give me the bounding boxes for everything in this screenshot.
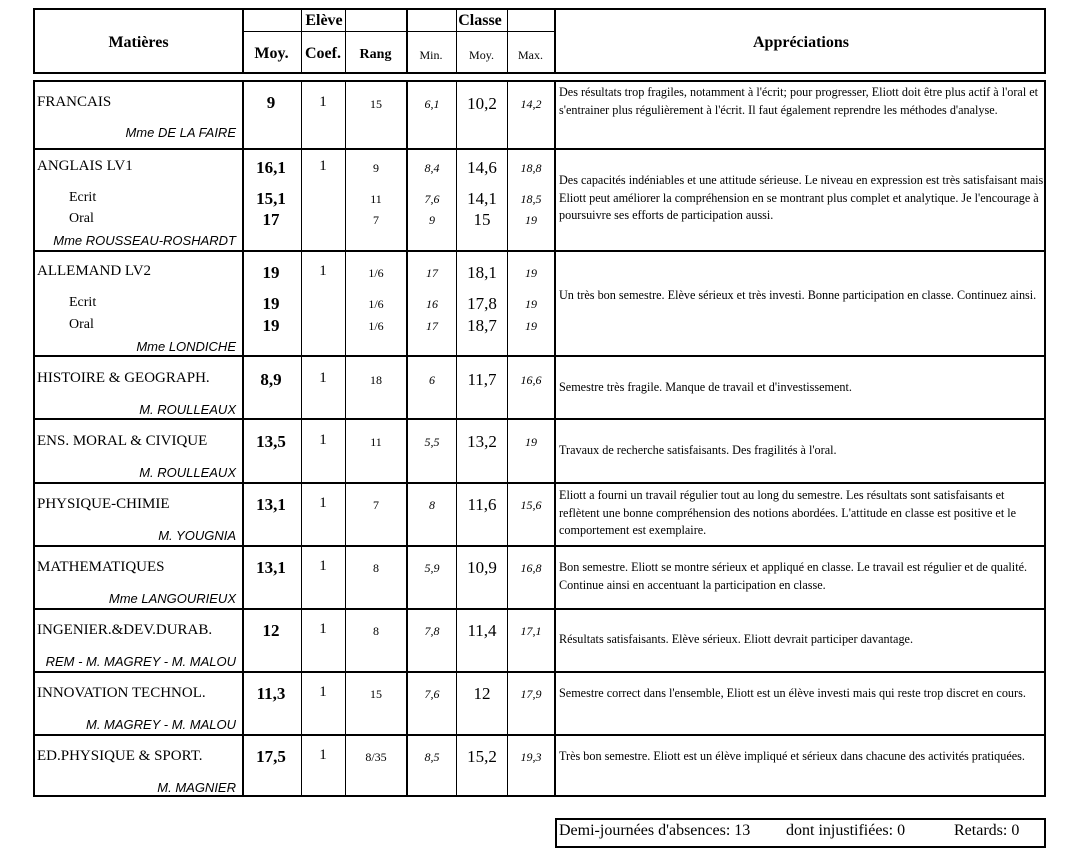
- teacher-name: REM - M. MAGREY - M. MALOU: [45, 654, 236, 669]
- sub-label: Ecrit: [69, 190, 97, 205]
- class-average: 13,2: [467, 432, 497, 451]
- coefficient: 1: [319, 94, 327, 110]
- header-appreciations: Appréciations: [753, 34, 849, 51]
- appreciation-text: Travaux de recherche satisfaisants. Des fragilités à l'oral.: [559, 443, 837, 457]
- rank: 15: [370, 97, 382, 111]
- appreciation-text: Eliott a fourni un travail régulier tout au long du semestre. Les résultats sont satisfaisants et reflètent une bonne compréhension des notions abordées. L'attitude en classe est positive et le comportement est exemplaire.: [559, 488, 1017, 538]
- student-average: 17,5: [256, 747, 286, 766]
- school-logo-text: [100, 0, 235, 1]
- header-eleve: Elève: [305, 12, 343, 29]
- coefficient: 1: [319, 621, 327, 637]
- rank: 1/6: [368, 266, 384, 280]
- coefficient: 1: [319, 158, 327, 174]
- appreciation-text: Un très bon semestre. Elève sérieux et très investi. Bonne participation en classe. Continuez ainsi.: [559, 288, 1037, 302]
- sub-class-average: 17,8: [467, 294, 497, 313]
- sub-min: 16: [426, 297, 438, 311]
- class-min: 6,1: [424, 97, 440, 111]
- student-average: 12: [262, 621, 280, 640]
- class-average: 10,9: [467, 558, 497, 577]
- teacher-name: Mme LONDICHE: [136, 339, 236, 354]
- class-max: 16,6: [520, 373, 542, 387]
- class-min: 6: [429, 373, 435, 387]
- sub-max: 18,5: [520, 192, 542, 206]
- coefficient: 1: [319, 684, 327, 700]
- class-average: 10,2: [467, 94, 497, 113]
- class-average: 11,7: [467, 370, 497, 389]
- rank: 9: [373, 161, 379, 175]
- teacher-name: M. YOUGNIA: [158, 528, 236, 543]
- student-average: 13,1: [256, 558, 286, 577]
- sub-max: 19: [525, 297, 537, 311]
- class-max: 15,6: [520, 498, 542, 512]
- header-min: Min.: [419, 48, 443, 62]
- sub-label: Oral: [69, 317, 94, 332]
- coefficient: 1: [319, 495, 327, 511]
- absences-box: [555, 818, 1046, 848]
- teacher-name: M. ROULLEAUX: [139, 465, 236, 480]
- sub-class-average: 18,7: [467, 316, 497, 335]
- sub-min: 7,6: [424, 192, 440, 206]
- class-max: 14,2: [520, 97, 542, 111]
- sub-average: 19: [262, 316, 280, 335]
- header-classe: Classe: [458, 12, 502, 29]
- student-average: 13,5: [256, 432, 286, 451]
- class-max: 19: [525, 435, 537, 449]
- student-average: 8,9: [260, 370, 282, 389]
- subject-name: ENS. MORAL & CIVIQUE: [37, 433, 208, 449]
- appreciation-text: Semestre très fragile. Manque de travail et d'investissement.: [559, 380, 852, 394]
- class-average: 14,6: [467, 158, 497, 177]
- sub-average: 17: [262, 210, 280, 229]
- class-min: 5,9: [424, 561, 440, 575]
- sub-rank: 7: [373, 213, 379, 227]
- appreciation-text: Bon semestre. Eliott se montre sérieux et appliqué en classe. Le travail est régulier et de qualité. Continue ainsi en accentuant la participation en classe.: [559, 560, 1028, 592]
- sub-rank: 11: [370, 192, 382, 206]
- class-min: 5,5: [424, 435, 440, 449]
- subject-name: FRANCAIS: [37, 94, 112, 110]
- sub-class-average: 14,1: [467, 189, 497, 208]
- sub-max: 19: [525, 319, 537, 333]
- class-average: 11,6: [467, 495, 497, 514]
- class-average: 15,2: [467, 747, 497, 766]
- class-min: 7,6: [424, 687, 440, 701]
- teacher-name: Mme DE LA FAIRE: [125, 125, 236, 140]
- header-rang: Rang: [359, 47, 392, 62]
- header-max: Max.: [518, 48, 543, 62]
- class-max: 18,8: [520, 161, 542, 175]
- rank: 7: [373, 498, 379, 512]
- sub-rank: 1/6: [368, 297, 384, 311]
- appreciation-text: Très bon semestre. Eliott est un élève impliqué et sérieux dans chacune des activités pratiquées.: [559, 749, 1025, 763]
- subject-name: HISTOIRE & GEOGRAPH.: [37, 370, 210, 386]
- sub-label: Oral: [69, 211, 94, 226]
- class-max: 16,8: [520, 561, 542, 575]
- rank: 18: [370, 373, 382, 387]
- sub-min: 9: [429, 213, 435, 227]
- class-max: 17,9: [520, 687, 542, 701]
- coefficient: 1: [319, 370, 327, 386]
- appreciation-text: Des résultats trop fragiles, notamment à l'écrit; pour progresser, Eliott doit être plus actif à l'oral et s'entrainer plus régulièrement à l'écrit. Il faut également reprendre les méthodes d'analyse.: [559, 85, 1039, 117]
- subject-name: ALLEMAND LV2: [37, 263, 152, 279]
- coefficient: 1: [319, 263, 327, 279]
- sub-rank: 1/6: [368, 319, 384, 333]
- class-min: 8,4: [424, 161, 440, 175]
- student-average: 11,3: [256, 684, 286, 703]
- teacher-name: M. MAGNIER: [157, 780, 236, 795]
- appreciation-text: Semestre correct dans l'ensemble, Eliott est un élève investi mais qui reste trop discret en cours.: [559, 686, 1026, 700]
- class-min: 8: [429, 498, 435, 512]
- student-average: 9: [266, 93, 276, 112]
- header-moy: Moy.: [254, 45, 289, 62]
- class-min: 17: [426, 266, 438, 280]
- sub-max: 19: [525, 213, 537, 227]
- class-average: 12: [473, 684, 491, 703]
- class-max: 19,3: [520, 750, 542, 764]
- subject-name: INGENIER.&DEV.DURAB.: [37, 622, 213, 638]
- subject-name: MATHEMATIQUES: [37, 559, 165, 575]
- appreciation-text: Résultats satisfaisants. Elève sérieux. Eliott devrait participer davantage.: [559, 632, 913, 646]
- coefficient: 1: [319, 432, 327, 448]
- sub-class-average: 15: [473, 210, 491, 229]
- sub-average: 15,1: [256, 189, 286, 208]
- student-average: 16,1: [256, 158, 286, 177]
- header-class-moy: Moy.: [469, 48, 494, 62]
- sub-min: 17: [426, 319, 438, 333]
- grades-table: [33, 80, 1046, 797]
- subject-name: INNOVATION TECHNOL.: [37, 685, 206, 701]
- rank: 11: [370, 435, 382, 449]
- rank: 8: [373, 561, 379, 575]
- student-average: 19: [262, 263, 280, 282]
- sub-label: Ecrit: [69, 295, 97, 310]
- table-header: [33, 8, 1046, 74]
- teacher-name: Mme ROUSSEAU-ROSHARDT: [53, 233, 236, 248]
- header-matieres: Matières: [108, 34, 169, 51]
- coefficient: 1: [319, 558, 327, 574]
- teacher-name: M. ROULLEAUX: [139, 402, 236, 417]
- teacher-name: M. MAGREY - M. MALOU: [86, 717, 236, 732]
- unjustified-count: dont injustifiées: 0: [786, 822, 906, 839]
- absences-count: Demi-journées d'absences: 13: [559, 822, 751, 839]
- class-min: 8,5: [424, 750, 440, 764]
- coefficient: 1: [319, 747, 327, 763]
- class-max: 19: [525, 266, 537, 280]
- subject-name: ED.PHYSIQUE & SPORT.: [37, 748, 203, 764]
- header-coef: Coef.: [305, 45, 341, 62]
- sub-average: 19: [262, 294, 280, 313]
- subject-name: PHYSIQUE-CHIMIE: [37, 496, 170, 512]
- rank: 8/35: [365, 750, 387, 764]
- class-average: 18,1: [467, 263, 497, 282]
- teacher-name: Mme LANGOURIEUX: [108, 591, 236, 606]
- class-min: 7,8: [424, 624, 440, 638]
- class-max: 17,1: [520, 624, 542, 638]
- student-average: 13,1: [256, 495, 286, 514]
- rank: 15: [370, 687, 382, 701]
- appreciation-text: Des capacités indéniables et une attitude sérieuse. Le niveau en expression est très satisfaisant mais Eliott peut améliorer la compréhension en se montrant plus complet et analytique. Je l'encourage à poursuivre ses efforts de participation aussi.: [559, 173, 1044, 223]
- late-count: Retards: 0: [954, 822, 1020, 839]
- subject-name: ANGLAIS LV1: [37, 158, 133, 174]
- class-average: 11,4: [467, 621, 497, 640]
- rank: 8: [373, 624, 379, 638]
